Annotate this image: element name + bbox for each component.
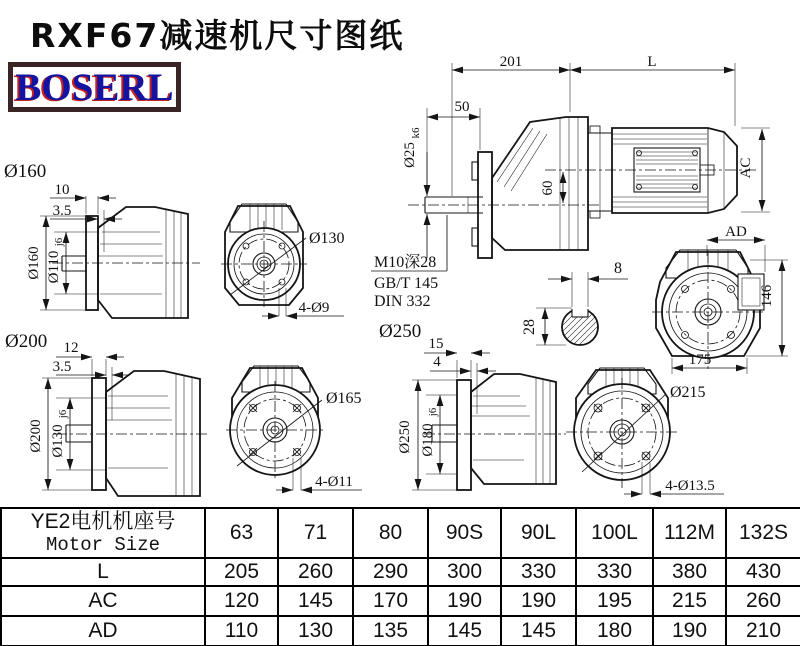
dim-dia130j-tol: j6 (57, 409, 69, 419)
table-header-row (1, 508, 800, 558)
table-row-AC (1, 586, 800, 616)
view-motor-end (652, 224, 788, 374)
dim-dia180: Ø180 (420, 423, 436, 457)
dim-dia130: Ø130 (309, 230, 345, 247)
motor-size-header (1, 508, 205, 558)
dim-4-dia13-5: 4-Ø13.5 (665, 478, 715, 494)
dim-3-5b: 3.5 (52, 359, 72, 375)
view-front-165 (226, 366, 362, 490)
cell-AD-112m: 190 (653, 616, 726, 646)
dim-28: 28 (521, 319, 538, 335)
col-header-112m: 112M (653, 508, 726, 558)
dim-3-5: 3.5 (52, 203, 72, 219)
dim-146: 146 (759, 284, 775, 308)
dim-dia200: Ø200 (28, 419, 44, 453)
col-header-90l: 90L (501, 508, 576, 558)
col-header-63: 63 (205, 508, 278, 558)
cell-L-112m: 380 (653, 558, 726, 586)
page-title: RXF67减速机尺寸图纸 (30, 16, 405, 55)
cell-L-90l: 330 (501, 558, 576, 586)
cell-AD-80: 135 (353, 616, 428, 646)
col-header-80: 80 (353, 508, 428, 558)
dim-dia250: Ø250 (397, 420, 413, 454)
view-flange200-side (5, 331, 210, 496)
dim-60: 60 (540, 180, 556, 196)
cell-L-90s: 300 (428, 558, 501, 586)
col-header-71: 71 (278, 508, 353, 558)
boserl-logo-text: BOSERL (15, 65, 174, 109)
dim-50: 50 (454, 99, 470, 115)
col-header-90s: 90S (428, 508, 501, 558)
dim-L: L (647, 54, 657, 70)
dim-AD: AD (725, 224, 747, 240)
cell-AD-71: 130 (278, 616, 353, 646)
cell-L-63: 205 (205, 558, 278, 586)
dimension-table (0, 507, 800, 646)
cell-AC-71: 145 (278, 586, 353, 616)
dim-dia130j: Ø130 (50, 424, 66, 458)
row-label-AD: AD (1, 616, 205, 646)
dim-4: 4 (433, 354, 441, 370)
cell-AD-90s: 145 (428, 616, 501, 646)
cell-L-100l: 330 (576, 558, 653, 586)
thread-note: M10深28 (374, 254, 437, 271)
standard-din: DIN 332 (374, 293, 431, 310)
col-header-100l: 100L (576, 508, 653, 558)
dim-dia180-tol: j6 (427, 407, 439, 417)
header-cn: YE2电机机座号 (30, 510, 176, 533)
dim-8: 8 (614, 260, 622, 277)
table-row-AD (1, 616, 800, 646)
dim-4-dia9: 4-Ø9 (298, 300, 330, 316)
cell-L-80: 290 (353, 558, 428, 586)
row-label-AC: AC (1, 586, 205, 616)
dim-dia25: Ø25 (402, 142, 418, 168)
cell-AD-100l: 180 (576, 616, 653, 646)
dim-dia110-tol: j6 (53, 237, 65, 247)
col-header-132s: 132S (726, 508, 800, 558)
dim-10: 10 (54, 182, 70, 198)
dim-dia110: Ø110 (46, 250, 62, 284)
label-dia160: Ø160 (4, 161, 47, 182)
dim-AC: AC (738, 157, 754, 179)
cell-AC-100l: 195 (576, 586, 653, 616)
dim-4-dia11: 4-Ø11 (315, 474, 353, 490)
view-front-130 (221, 204, 345, 316)
cell-AC-80: 170 (353, 586, 428, 616)
boserl-logo (8, 62, 181, 112)
dim-12: 12 (63, 340, 79, 356)
dim-dia25-tol: k6 (410, 127, 422, 139)
dim-dia215: Ø215 (670, 384, 706, 401)
view-front-215 (566, 368, 724, 494)
cell-AD-132s: 210 (726, 616, 800, 646)
view-flange160-side (4, 161, 200, 318)
cell-AD-90l: 145 (501, 616, 576, 646)
cell-L-132s: 430 (726, 558, 800, 586)
standard-gbt: GB/T 145 (374, 275, 439, 292)
row-label-L: L (1, 558, 205, 586)
cell-AC-112m: 215 (653, 586, 726, 616)
label-dia250: Ø250 (379, 321, 422, 342)
table-row-L (1, 558, 800, 586)
dim-dia160: Ø160 (26, 246, 42, 280)
label-dia200: Ø200 (5, 331, 48, 352)
header-en: Motor Size (45, 534, 161, 556)
view-shaft-section (521, 260, 628, 352)
cell-L-71: 260 (278, 558, 353, 586)
view-flange250-side (379, 321, 566, 490)
dim-175: 175 (688, 352, 712, 368)
dim-201: 201 (499, 54, 523, 70)
dim-15: 15 (428, 336, 444, 352)
cell-AC-90s: 190 (428, 586, 501, 616)
cell-AD-63: 110 (205, 616, 278, 646)
cell-AC-63: 120 (205, 586, 278, 616)
cell-AC-90l: 190 (501, 586, 576, 616)
cell-AC-132s: 260 (726, 586, 800, 616)
dim-dia165: Ø165 (326, 390, 362, 407)
